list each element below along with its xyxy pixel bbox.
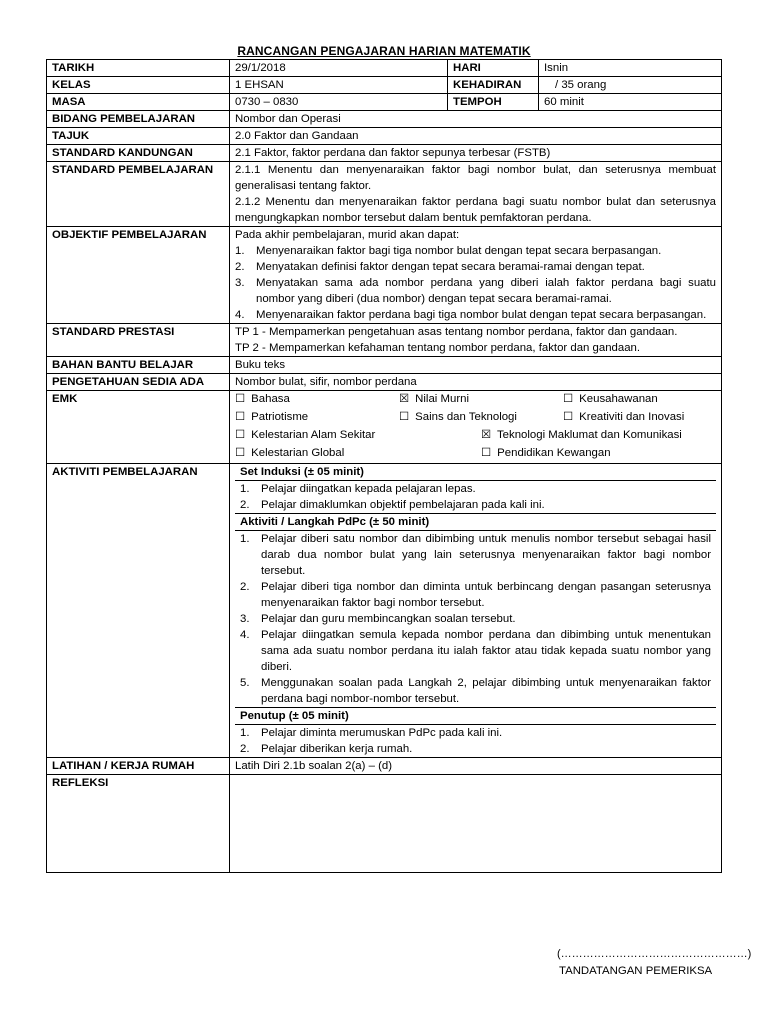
row-latihan [47, 758, 722, 775]
value-tempoh: 60 minit [539, 94, 722, 111]
label-kehadiran: KEHADIRAN [448, 77, 539, 94]
row-bahan [47, 357, 722, 374]
value-masa: 0730 – 0830 [230, 94, 448, 111]
label-tarikh: TARIKH [47, 60, 230, 77]
standard-prestasi-item: TP 2 - Mempamerkan kefahaman tentang nombor perdana, faktor dan gandaan. [235, 342, 641, 354]
list-item: 3. Pelajar dan guru membincangkan soalan tersebut. [240, 613, 516, 625]
label-latihan: LATIHAN / KERJA RUMAH [47, 758, 230, 775]
label-kelas: KELAS [47, 77, 230, 94]
value-standard-prestasi [230, 324, 722, 357]
label-pengetahuan: PENGETAHUAN SEDIA ADA [47, 374, 230, 391]
list-item: 1. Pelajar diminta merumuskan PdPc pada kali ini. [240, 727, 503, 739]
emk-item-nilai-murni: ☒ Nilai Murni [399, 393, 469, 405]
list-item: 4. Menyenaraikan faktor perdana bagi tiga nombor bulat dengan tepat secara berpasangan. [235, 309, 707, 321]
standard-pembelajaran-item: 2.1.2 Menentu dan menyenaraikan faktor perdana bagi suatu nombor bulat dan seterusnya mengungkapkan nombor tersebut dalam bentuk pemfaktoran perdana. [235, 196, 716, 224]
row-objektif [47, 227, 722, 324]
list-item: 2. Pelajar dimaklumkan objektif pembelajaran pada kali ini. [240, 499, 545, 511]
checkbox-checked-icon: ☒ [481, 429, 492, 441]
list-item: 1. Menyenaraikan faktor bagi tiga nombor bulat dengan tepat secara berpasangan. [235, 245, 662, 257]
emk-item-tmk: ☒ Teknologi Maklumat dan Komunikasi [481, 429, 682, 441]
list-item: 1. Pelajar diberi satu nombor dan dibimbing untuk menulis nombor tersebut sebagai hasil darab dua nombor bulat yang lain seterusnya menyenaraikan faktor bagi nombor tersebut. [240, 533, 711, 577]
aktiviti-table [235, 464, 716, 757]
row-standard-prestasi [47, 324, 722, 357]
checkbox-icon: ☐ [481, 447, 492, 459]
emk-item-kelestarian-global: ☐ Kelestarian Global [235, 447, 345, 459]
label-bahan: BAHAN BANTU BELAJAR [47, 357, 230, 374]
checkbox-icon: ☐ [563, 411, 574, 423]
checkbox-icon: ☐ [563, 393, 574, 405]
label-standard-prestasi: STANDARD PRESTASI [47, 324, 230, 357]
label-bidang: BIDANG PEMBELAJARAN [47, 111, 230, 128]
set-induksi-heading: Set Induksi (± 05 minit) [235, 464, 716, 481]
checkbox-icon: ☐ [235, 411, 246, 423]
checkbox-icon: ☐ [235, 429, 246, 441]
standard-pembelajaran-item: 2.1.1 Menentu dan menyenaraikan faktor bagi nombor bulat, dan seterusnya membuat generalisasi tentang faktor. [235, 164, 716, 192]
list-item: 2. Menyatakan definisi faktor dengan tepat secara beramai-ramai dengan tepat. [235, 261, 645, 273]
list-item: 5. Menggunakan soalan pada Langkah 2, pelajar dibimbing untuk menyenaraikan faktor perdana bagi nombor-nombor tersebut. [240, 677, 711, 705]
row-tarikh [47, 60, 722, 77]
emk-item-patriotisme: ☐ Patriotisme [235, 411, 309, 423]
emk-item-bahasa: ☐ Bahasa [235, 393, 290, 405]
row-refleksi [47, 775, 722, 873]
label-standard-kandungan: STANDARD KANDUNGAN [47, 145, 230, 162]
value-standard-pembelajaran [230, 162, 722, 227]
value-pengetahuan: Nombor bulat, sifir, nombor perdana [230, 374, 722, 391]
emk-grid [235, 391, 716, 463]
label-refleksi: REFLEKSI [47, 775, 230, 873]
penutup-list [240, 725, 711, 757]
langkah-list [240, 531, 711, 707]
row-bidang [47, 111, 722, 128]
checkbox-checked-icon: ☒ [399, 393, 410, 405]
label-emk: EMK [47, 391, 230, 464]
list-item: 1. Pelajar diingatkan kepada pelajaran lepas. [240, 483, 476, 495]
value-kelas: 1 EHSAN [230, 77, 448, 94]
value-hari: Isnin [539, 60, 722, 77]
lesson-plan-table [46, 59, 722, 873]
checkbox-icon: ☐ [235, 447, 246, 459]
emk-item-sains-teknologi: ☐ Sains dan Teknologi [399, 411, 517, 423]
standard-prestasi-item: TP 1 - Mempamerkan pengetahuan asas tentang nombor perdana, faktor dan gandaan. [235, 326, 678, 338]
label-aktiviti: AKTIVITI PEMBELAJARAN [47, 464, 230, 758]
row-standard-pembelajaran [47, 162, 722, 227]
label-tajuk: TAJUK [47, 128, 230, 145]
document-title: RANCANGAN PENGAJARAN HARIAN MATEMATIK [237, 44, 531, 58]
set-induksi-list [240, 481, 711, 513]
list-item: 3. Menyatakan sama ada nombor perdana yang diberi ialah faktor perdana bagi suatu nombor yang diberi (dua nombor) dengan tepat secara beramai-ramai. [235, 277, 716, 305]
label-standard-pembelajaran: STANDARD PEMBELAJARAN [47, 162, 230, 227]
row-emk [47, 391, 722, 464]
emk-item-keusahawanan: ☐ Keusahawanan [563, 393, 658, 405]
row-pengetahuan [47, 374, 722, 391]
row-kelas [47, 77, 722, 94]
value-emk [230, 391, 722, 464]
set-induksi-body [235, 481, 716, 514]
list-item: 2. Pelajar diberi tiga nombor dan diminta untuk berbincang dengan pasangan seterusnya menyenaraikan faktor bagi nombor tersebut. [240, 581, 711, 609]
label-masa: MASA [47, 94, 230, 111]
objektif-list [235, 243, 716, 323]
value-refleksi [230, 775, 722, 873]
signature-label: TANDATANGAN PEMERIKSA [559, 965, 713, 977]
label-tempoh: TEMPOH [448, 94, 539, 111]
list-item: 2. Pelajar diberikan kerja rumah. [240, 743, 413, 755]
value-objektif [230, 227, 722, 324]
list-item: 4. Pelajar diingatkan semula kepada nombor perdana dan dibimbing untuk menentukan sama ada suatu nombor perdana itu ialah faktor atau tidak kepada suatu nombor yang diberi. [240, 629, 711, 673]
row-tajuk [47, 128, 722, 145]
checkbox-icon: ☐ [235, 393, 246, 405]
signature-line: (……………………………………………) [557, 948, 752, 960]
value-tarikh: 29/1/2018 [230, 60, 448, 77]
objektif-intro: Pada akhir pembelajaran, murid akan dapat: [235, 229, 460, 241]
value-tajuk: 2.0 Faktor dan Gandaan [230, 128, 722, 145]
value-latihan: Latih Diri 2.1b soalan 2(a) – (d) [230, 758, 722, 775]
checkbox-icon: ☐ [399, 411, 410, 423]
penutup-heading: Penutup (± 05 minit) [235, 708, 716, 725]
emk-item-kelestarian-alam: ☐ Kelestarian Alam Sekitar [235, 429, 376, 441]
value-standard-kandungan: 2.1 Faktor, faktor perdana dan faktor sepunya terbesar (FSTB) [230, 145, 722, 162]
value-bidang: Nombor dan Operasi [230, 111, 722, 128]
value-kehadiran: / 35 orang [539, 77, 722, 94]
value-bahan: Buku teks [230, 357, 722, 374]
row-aktiviti [47, 464, 722, 758]
value-aktiviti [230, 464, 722, 758]
langkah-heading: Aktiviti / Langkah PdPc (± 50 minit) [235, 514, 716, 531]
row-standard-kandungan [47, 145, 722, 162]
emk-item-kreativiti: ☐ Kreativiti dan Inovasi [563, 411, 685, 423]
langkah-body [235, 531, 716, 708]
label-objektif: OBJEKTIF PEMBELAJARAN [47, 227, 230, 324]
penutup-body [235, 725, 716, 758]
emk-item-pendidikan-kewangan: ☐ Pendidikan Kewangan [481, 447, 611, 459]
row-masa [47, 94, 722, 111]
label-hari: HARI [448, 60, 539, 77]
